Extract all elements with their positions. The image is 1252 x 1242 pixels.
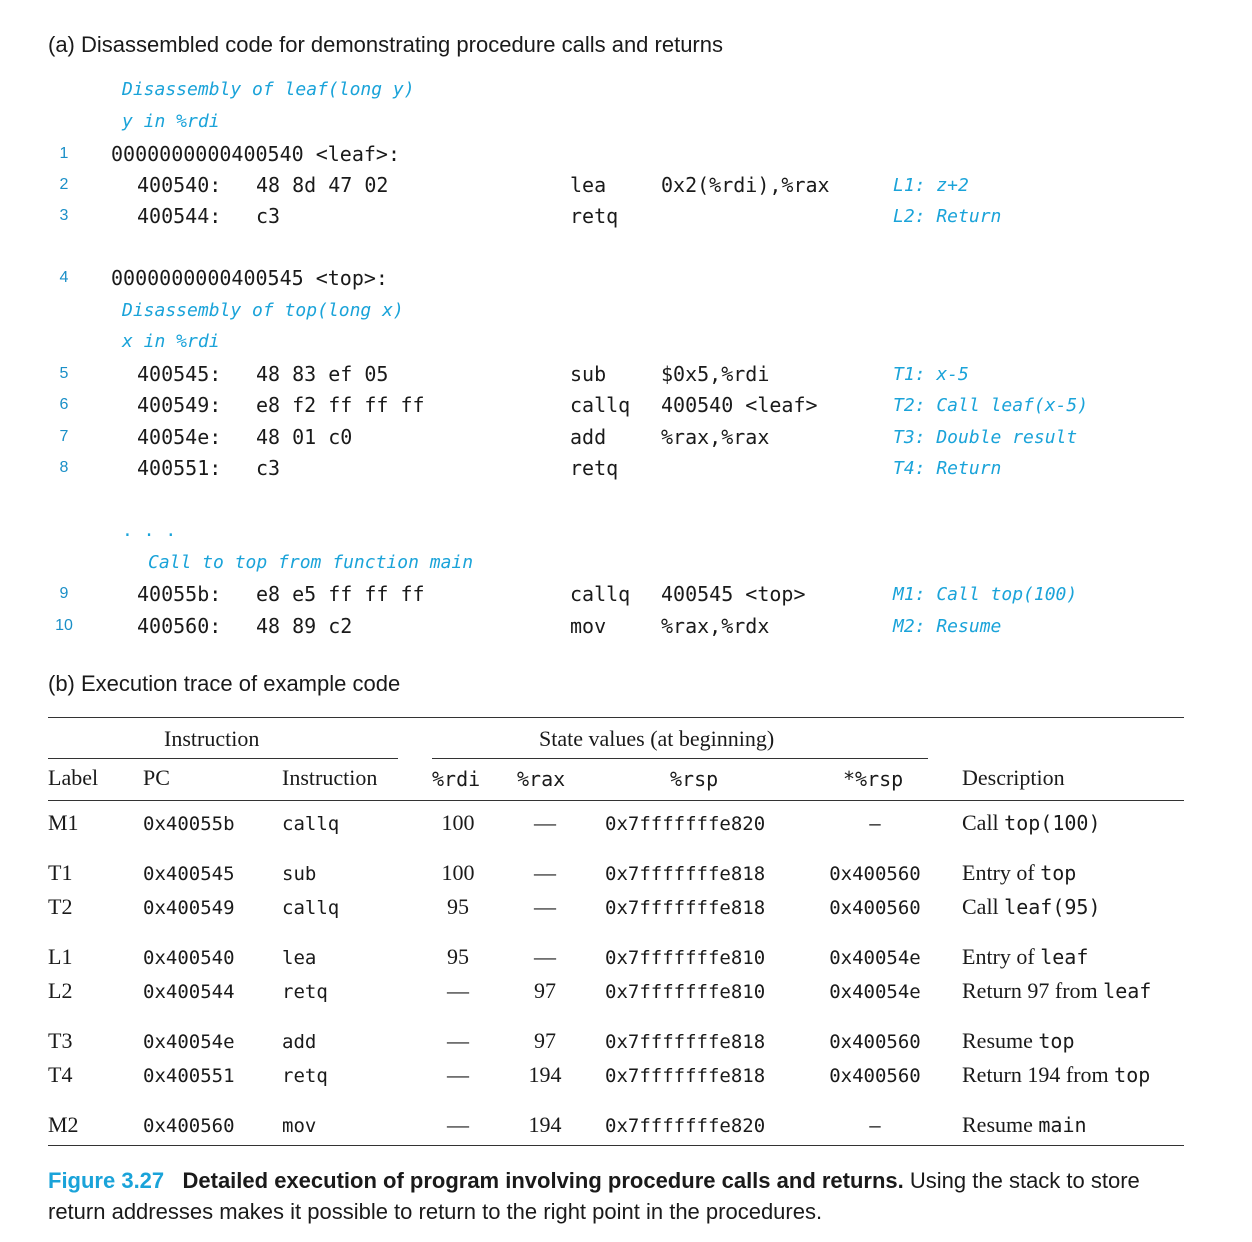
instruction-address: 400549: xyxy=(137,393,222,417)
cell-description xyxy=(962,860,1076,886)
instruction-bytes: 48 8d 47 02 xyxy=(256,173,389,197)
cell-instruction: callq xyxy=(282,897,340,919)
line-number: 3 xyxy=(59,207,69,224)
table-bottom-rule xyxy=(48,1145,1184,1146)
instruction-bytes: 48 01 c0 xyxy=(256,425,353,449)
header-rule xyxy=(48,800,1184,801)
cell-description xyxy=(962,1062,1150,1088)
cell-rax: 97 xyxy=(534,1028,556,1053)
description-text: Return 194 from xyxy=(962,1062,1115,1087)
cell-rdi: — xyxy=(447,1062,469,1087)
cell-rdi: 100 xyxy=(441,810,475,835)
instruction-bytes: e8 e5 ff ff ff xyxy=(256,582,425,606)
part-a-title: (a) Disassembled code for demonstrating procedure calls and returns xyxy=(48,32,723,57)
cell-label: M2 xyxy=(48,1112,79,1137)
part-b-title: (b) Execution trace of example code xyxy=(48,671,401,696)
cell-rdi: 95 xyxy=(447,944,469,969)
cell-description xyxy=(962,1028,1075,1054)
instruction-operands: %rax,%rdx xyxy=(661,614,770,638)
cell-label: T3 xyxy=(48,1028,73,1053)
group-header-state: State values (at beginning) xyxy=(539,726,775,751)
leaf-comment-1: Disassembly of leaf(long y) xyxy=(122,79,415,100)
instruction-opcode: mov xyxy=(570,614,607,638)
line-number: 4 xyxy=(59,269,69,286)
cell-pc: 0x400540 xyxy=(143,947,235,969)
top-comment-1: Disassembly of top(long x) xyxy=(122,300,404,321)
instruction-annotation: T4: Return xyxy=(893,458,1002,479)
instruction-annotation: T3: Double result xyxy=(893,427,1078,448)
cell-star-rsp: 0x400560 xyxy=(829,1065,921,1087)
cell-description xyxy=(962,1112,1087,1138)
description-code: top xyxy=(1038,1029,1075,1053)
cell-pc: 0x40054e xyxy=(143,1031,235,1053)
leaf-comment-2: y in %rdi xyxy=(122,111,220,132)
cell-label: M1 xyxy=(48,810,79,835)
cell-rsp: 0x7fffffffe820 xyxy=(605,813,766,835)
cell-rsp: 0x7fffffffe818 xyxy=(605,1031,766,1053)
cell-pc: 0x400551 xyxy=(143,1065,235,1087)
line-number: 7 xyxy=(59,428,69,445)
instruction-address: 400544: xyxy=(137,204,222,228)
instruction-operands: 400545 <top> xyxy=(661,582,806,606)
cell-description xyxy=(962,810,1101,836)
header-rdi: %rdi xyxy=(432,767,481,791)
instruction-address: 40054e: xyxy=(137,425,222,449)
instruction-opcode: callq xyxy=(570,393,631,417)
cell-star-rsp: 0x400560 xyxy=(829,1031,921,1053)
cell-rdi: 100 xyxy=(441,860,475,885)
instruction-opcode: callq xyxy=(570,582,631,606)
line-number: 9 xyxy=(59,585,69,602)
cell-rsp: 0x7fffffffe810 xyxy=(605,981,766,1003)
instruction-address: 400551: xyxy=(137,456,222,480)
cell-rax: — xyxy=(534,810,556,835)
instruction-opcode: sub xyxy=(570,362,607,386)
line-number: 5 xyxy=(59,365,69,382)
header-instruction: Instruction xyxy=(282,765,378,790)
description-code: leaf xyxy=(1040,945,1089,969)
instruction-opcode: retq xyxy=(570,204,619,228)
description-text: Call xyxy=(962,894,1005,919)
line-number: 2 xyxy=(59,176,69,193)
cell-rax: 194 xyxy=(528,1112,562,1137)
main-comment: Call to top from function main xyxy=(148,552,474,573)
ellipsis: . . . xyxy=(122,520,177,541)
description-code: top xyxy=(1114,1063,1151,1087)
line-number: 6 xyxy=(59,396,69,413)
description-text: Return 97 from xyxy=(962,978,1104,1003)
cell-rsp: 0x7fffffffe818 xyxy=(605,897,766,919)
cell-instruction: sub xyxy=(282,863,317,885)
cell-pc: 0x400549 xyxy=(143,897,235,919)
figure-caption-text: Using the stack to store return addresses makes it possible to return to the right point in the procedures. xyxy=(48,1168,1140,1224)
cell-rsp: 0x7fffffffe818 xyxy=(605,863,766,885)
cell-rdi: 95 xyxy=(447,894,469,919)
line-number: 8 xyxy=(59,459,69,476)
cell-rax: — xyxy=(534,894,556,919)
description-text: Entry of xyxy=(962,860,1041,885)
cell-star-rsp: 0x40054e xyxy=(829,981,921,1003)
header-rax: %rax xyxy=(517,767,566,791)
cell-pc: 0x400544 xyxy=(143,981,235,1003)
instruction-annotation: T1: x-5 xyxy=(893,364,969,385)
cell-rsp: 0x7fffffffe810 xyxy=(605,947,766,969)
cell-rax: — xyxy=(534,944,556,969)
instruction-annotation: L1: z+2 xyxy=(893,175,969,196)
cell-rax: 194 xyxy=(528,1062,562,1087)
instruction-annotation: L2: Return xyxy=(893,206,1002,227)
cell-instruction: mov xyxy=(282,1115,317,1137)
description-text: Call xyxy=(962,810,1005,835)
cell-instruction: retq xyxy=(282,981,328,1003)
description-code: top xyxy=(1040,861,1077,885)
description-text: Entry of xyxy=(962,944,1041,969)
cell-pc: 0x40055b xyxy=(143,813,235,835)
header-pc: PC xyxy=(143,765,170,790)
cell-description xyxy=(962,894,1101,920)
instruction-opcode: lea xyxy=(570,173,607,197)
instruction-operands: %rax,%rax xyxy=(661,425,770,449)
instruction-address: 400560: xyxy=(137,614,222,638)
description-code: leaf xyxy=(1103,979,1152,1003)
instruction-address: 400545: xyxy=(137,362,222,386)
instruction-bytes: 48 83 ef 05 xyxy=(256,362,389,386)
group-rule-instruction xyxy=(48,758,398,759)
description-code: top(100) xyxy=(1004,811,1101,835)
group-rule-state xyxy=(432,758,928,759)
cell-instruction: lea xyxy=(282,947,317,969)
cell-pc: 0x400545 xyxy=(143,863,235,885)
cell-label: T1 xyxy=(48,860,73,885)
instruction-address: 400540: xyxy=(137,173,222,197)
instruction-bytes: c3 xyxy=(256,456,281,480)
cell-star-rsp: 0x40054e xyxy=(829,947,921,969)
description-code: main xyxy=(1038,1113,1087,1137)
cell-rsp: 0x7fffffffe818 xyxy=(605,1065,766,1087)
instruction-annotation: M2: Resume xyxy=(893,616,1002,637)
instruction-annotation: M1: Call top(100) xyxy=(893,584,1078,605)
cell-instruction: add xyxy=(282,1031,317,1053)
cell-instruction: retq xyxy=(282,1065,328,1087)
group-header-instruction: Instruction xyxy=(164,726,260,751)
cell-instruction: callq xyxy=(282,813,340,835)
cell-rsp: 0x7fffffffe820 xyxy=(605,1115,766,1137)
instruction-annotation: T2: Call leaf(x-5) xyxy=(893,395,1089,416)
line-number: 10 xyxy=(55,617,73,634)
instruction-bytes: 48 89 c2 xyxy=(256,614,353,638)
instruction-opcode: add xyxy=(570,425,607,449)
cell-description xyxy=(962,944,1088,970)
table-top-rule xyxy=(48,717,1184,718)
description-code: leaf(95) xyxy=(1004,895,1101,919)
cell-label: T4 xyxy=(48,1062,73,1087)
header-star-rsp: *%rsp xyxy=(843,767,904,791)
header-rsp: %rsp xyxy=(670,767,719,791)
header-label: Label xyxy=(48,765,99,790)
figure-number: Figure 3.27 xyxy=(48,1168,165,1193)
cell-rdi: — xyxy=(447,978,469,1003)
instruction-opcode: retq xyxy=(570,456,619,480)
cell-label: T2 xyxy=(48,894,73,919)
cell-rdi: — xyxy=(447,1028,469,1053)
line-number: 1 xyxy=(59,145,69,162)
instruction-bytes: c3 xyxy=(256,204,281,228)
cell-rax: 97 xyxy=(534,978,556,1003)
function-label: 0000000000400540 <leaf>: xyxy=(111,142,400,166)
cell-star-rsp: 0x400560 xyxy=(829,863,921,885)
cell-rdi: — xyxy=(447,1112,469,1137)
function-label: 0000000000400545 <top>: xyxy=(111,266,388,290)
instruction-operands: $0x5,%rdi xyxy=(661,362,770,386)
cell-label: L1 xyxy=(48,944,73,969)
cell-star-rsp: — xyxy=(869,1115,881,1137)
instruction-bytes: e8 f2 ff ff ff xyxy=(256,393,425,417)
cell-star-rsp: — xyxy=(869,813,881,835)
header-description: Description xyxy=(962,765,1065,790)
cell-label: L2 xyxy=(48,978,73,1003)
description-text: Resume xyxy=(962,1028,1039,1053)
cell-pc: 0x400560 xyxy=(143,1115,235,1137)
cell-rax: — xyxy=(534,860,556,885)
instruction-operands: 0x2(%rdi),%rax xyxy=(661,173,830,197)
description-text: Resume xyxy=(962,1112,1039,1137)
figure-caption xyxy=(48,1165,1188,1227)
instruction-address: 40055b: xyxy=(137,582,222,606)
cell-description xyxy=(962,978,1151,1004)
cell-star-rsp: 0x400560 xyxy=(829,897,921,919)
top-comment-2: x in %rdi xyxy=(122,331,220,352)
instruction-operands: 400540 <leaf> xyxy=(661,393,818,417)
figure-title: Detailed execution of program involving procedure calls and returns. xyxy=(182,1168,904,1193)
